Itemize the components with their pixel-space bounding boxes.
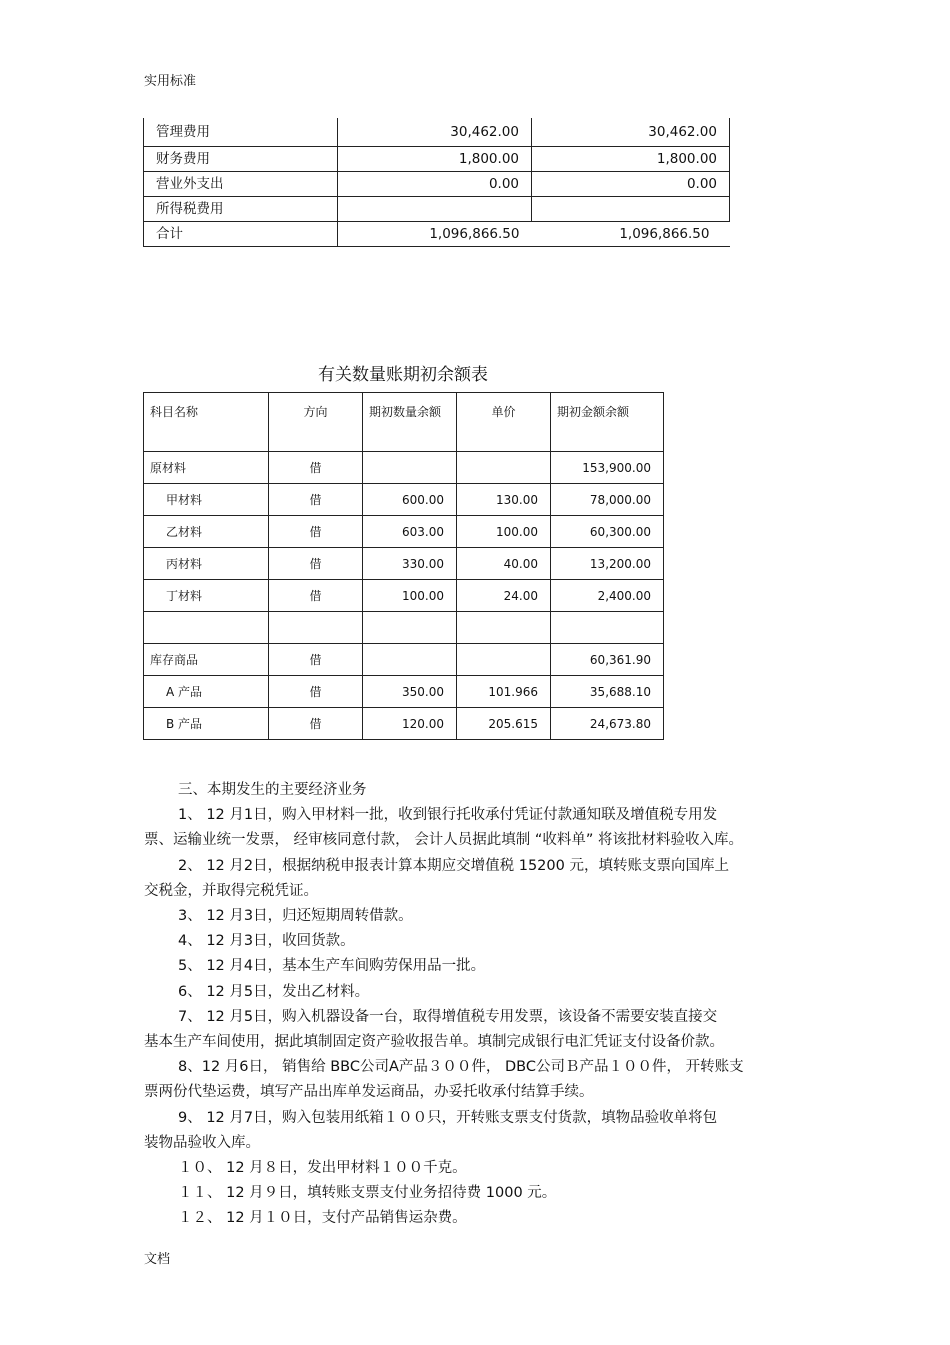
unit-price: 101.966 [457, 676, 551, 708]
unit-price [457, 612, 551, 644]
item-name: 丁材料 [144, 580, 269, 612]
page-footer: 文档 [144, 1252, 171, 1267]
amount: 13,200.00 [551, 548, 664, 580]
row-label: 所得税费用 [144, 197, 338, 222]
paragraph-line: 票两份代垫运费，填写产品出库单发运商品，办妥托收承付结算手续。 [144, 1084, 594, 1101]
direction [269, 612, 363, 644]
quantity: 350.00 [363, 676, 457, 708]
amount-cell [338, 197, 532, 222]
table-row [144, 484, 664, 516]
amount-cell: 1,800.00 [532, 147, 730, 172]
direction: 借 [269, 452, 363, 484]
unit-price: 24.00 [457, 580, 551, 612]
quantity [363, 612, 457, 644]
total-amount: 1,096,866.50 [532, 222, 730, 247]
page-header: 实用标准 [144, 74, 197, 89]
direction: 借 [269, 548, 363, 580]
amount: 2,400.00 [551, 580, 664, 612]
unit-price [457, 452, 551, 484]
table-row [144, 612, 664, 644]
quantity [363, 452, 457, 484]
paragraph-line: 3、 12 月3日，归还短期周转借款。 [178, 908, 413, 925]
item-name: B 产品 [144, 708, 269, 740]
table-row [144, 172, 730, 197]
total-row [144, 222, 730, 247]
unit-price: 130.00 [457, 484, 551, 516]
quantity: 120.00 [363, 708, 457, 740]
table-row [144, 197, 730, 222]
amount-cell: 1,800.00 [338, 147, 532, 172]
item-name: 乙材料 [144, 516, 269, 548]
paragraph-line: 基本生产车间使用，据此填制固定资产验收报告单。填制完成银行电汇凭证支付设备价款。 [144, 1034, 724, 1051]
item-name [144, 612, 269, 644]
unit-price: 100.00 [457, 516, 551, 548]
direction: 借 [269, 484, 363, 516]
row-label: 营业外支出 [144, 172, 338, 197]
paragraph-line: 交税金，并取得完税凭证。 [144, 882, 318, 899]
amount: 153,900.00 [551, 452, 664, 484]
table-row [144, 708, 664, 740]
amount-cell: 0.00 [338, 172, 532, 197]
table-title: 有关数量账期初余额表 [318, 365, 488, 385]
table-row [144, 580, 664, 612]
paragraph-line: １０、 12 月８日，发出甲材料１００千克。 [178, 1160, 467, 1177]
paragraph-line: 6、 12 月5日，发出乙材料。 [178, 983, 370, 1000]
table-row [144, 676, 664, 708]
table-row [144, 548, 664, 580]
item-name: 丙材料 [144, 548, 269, 580]
quantity: 603.00 [363, 516, 457, 548]
total-label: 合计 [144, 222, 338, 247]
item-name: 原材料 [144, 452, 269, 484]
direction: 借 [269, 580, 363, 612]
amount-cell [532, 197, 730, 222]
unit-price [457, 644, 551, 676]
table-row [144, 147, 730, 172]
amount-cell: 0.00 [532, 172, 730, 197]
paragraph-line: 8、12 月6日， 销售给 BBC公司A产品３００件， DBC公司Ｂ产品１００件， 开转账支 [178, 1059, 744, 1076]
paragraph-line: １１、 12 月９日，填转账支票支付业务招待费 1000 元。 [178, 1185, 557, 1202]
paragraph-line: 装物品验收入库。 [144, 1134, 260, 1151]
amount [551, 612, 664, 644]
paragraph-line: 7、 12 月5日，购入机器设备一台，取得增值税专用发票，该设备不需要安装直接交 [178, 1008, 718, 1025]
item-name: 甲材料 [144, 484, 269, 516]
paragraph-line: 票、运输业统一发票， 经审核同意付款， 会计人员据此填制 “收料单” 将该批材料验收入库。 [144, 832, 743, 849]
paragraph-line: 1、 12 月1日，购入甲材料一批，收到银行托收承付凭证付款通知联及增值税专用发 [178, 807, 718, 824]
item-name: 库存商品 [144, 644, 269, 676]
amount-cell: 30,462.00 [338, 118, 532, 147]
amount: 24,673.80 [551, 708, 664, 740]
unit-price: 205.615 [457, 708, 551, 740]
amount: 78,000.00 [551, 484, 664, 516]
total-amount: 1,096,866.50 [338, 222, 532, 247]
direction: 借 [269, 516, 363, 548]
quantity [363, 644, 457, 676]
unit-price: 40.00 [457, 548, 551, 580]
direction: 借 [269, 644, 363, 676]
paragraph-line: 2、 12 月2日，根据纳税申报表计算本期应交增值税 15200 元，填转账支票向国库上 [178, 857, 729, 874]
row-label: 管理费用 [144, 118, 338, 147]
amount: 35,688.10 [551, 676, 664, 708]
header-name: 科目名称 [144, 393, 269, 452]
amount: 60,361.90 [551, 644, 664, 676]
amount-cell: 30,462.00 [532, 118, 730, 147]
header-row [144, 393, 664, 452]
header-price: 单价 [457, 393, 551, 452]
paragraph-line: 9、 12 月7日，购入包装用纸箱１００只，开转账支票支付货款，填物品验收单将包 [178, 1109, 718, 1126]
header-amount: 期初金额余额 [551, 393, 664, 452]
header-direction: 方向 [269, 393, 363, 452]
table-row [144, 118, 730, 147]
direction: 借 [269, 676, 363, 708]
direction: 借 [269, 708, 363, 740]
item-name: A 产品 [144, 676, 269, 708]
quantity: 330.00 [363, 548, 457, 580]
expense-summary-table [143, 118, 730, 247]
table-row [144, 452, 664, 484]
paragraph-line: 4、 12 月3日，收回货款。 [178, 933, 355, 950]
table-row [144, 516, 664, 548]
paragraph-line: １２、 12 月１０日，支付产品销售运杂费。 [178, 1210, 467, 1227]
quantity: 100.00 [363, 580, 457, 612]
business-transactions [144, 778, 814, 1232]
table-row [144, 644, 664, 676]
row-label: 财务费用 [144, 147, 338, 172]
paragraph-line: 5、 12 月4日，基本生产车间购劳保用品一批。 [178, 958, 486, 975]
quantity-balance-table [143, 392, 664, 740]
section-heading: 三、本期发生的主要经济业务 [178, 782, 367, 798]
header-quantity: 期初数量余额 [363, 393, 457, 452]
quantity: 600.00 [363, 484, 457, 516]
amount: 60,300.00 [551, 516, 664, 548]
